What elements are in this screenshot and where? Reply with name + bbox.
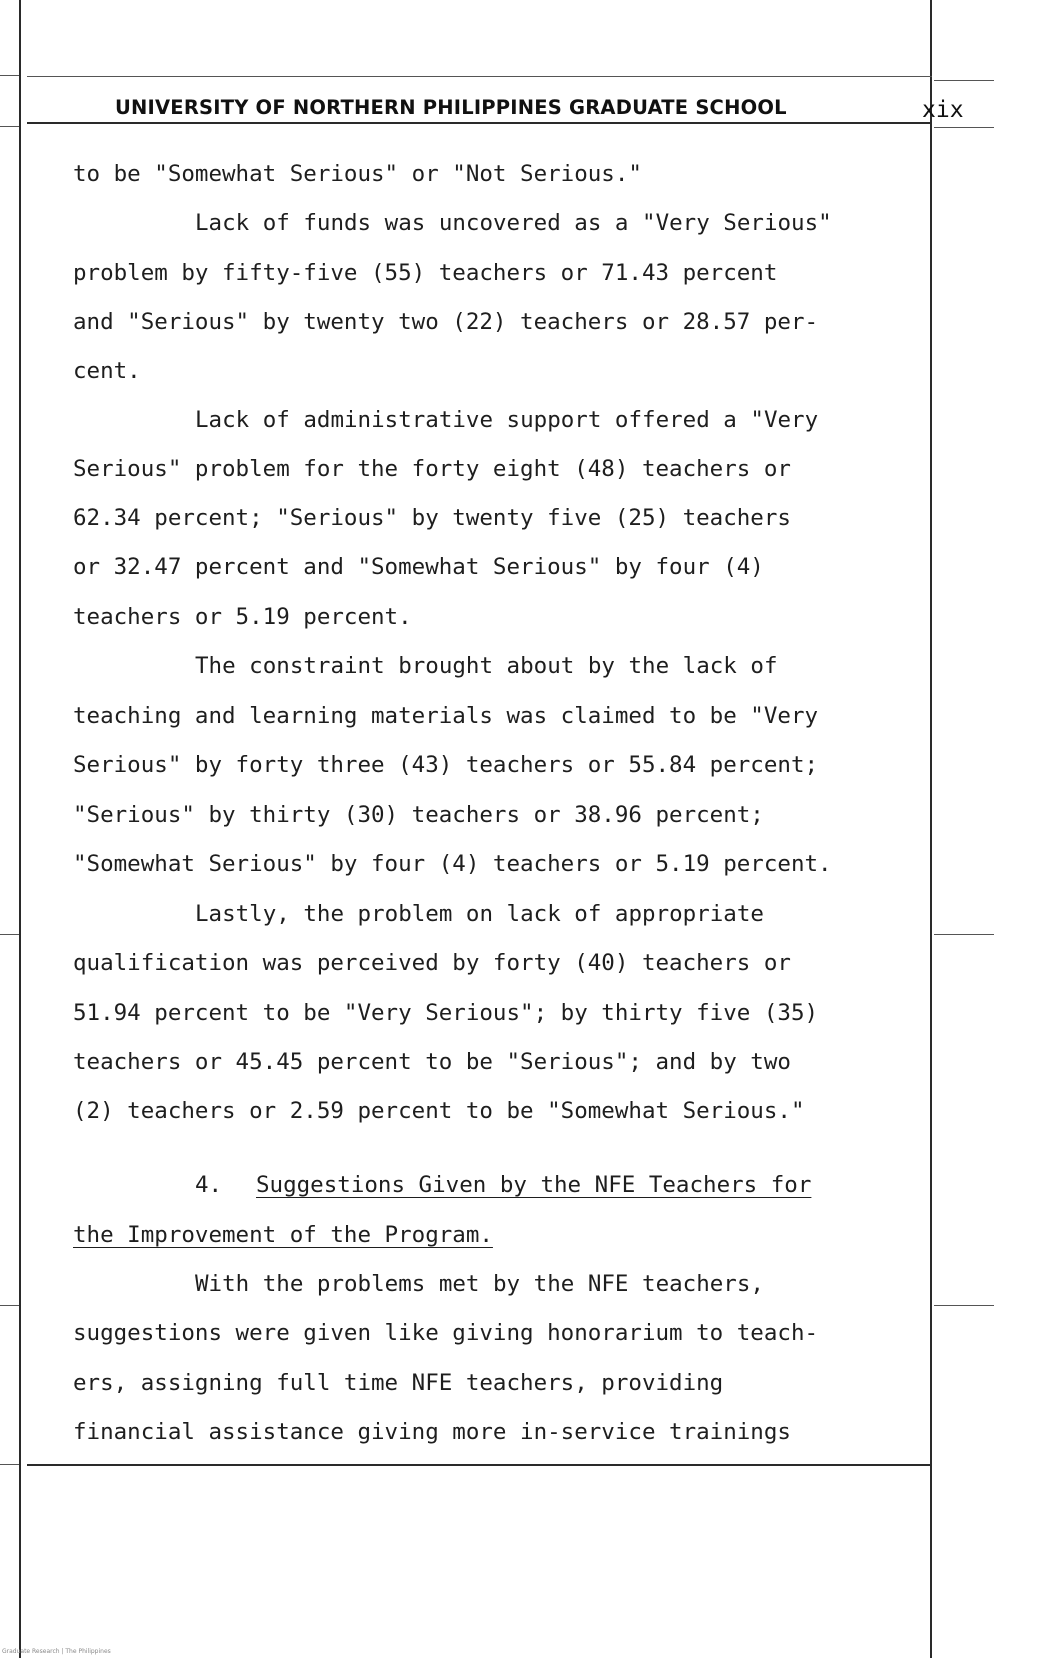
right-tick-rule-3 [934, 934, 994, 935]
body-line: teachers or 5.19 percent. [73, 604, 412, 630]
body-line: Serious" problem for the forty eight (48) teachers or [73, 456, 791, 482]
body-line: to be "Somewhat Serious" or "Not Serious." [73, 161, 642, 187]
body-line: Lack of administrative support offered a "Very [195, 407, 819, 433]
left-tick-rule-5 [0, 1464, 19, 1465]
body-line: Serious" by forty three (43) teachers or 55.84 percent; [73, 752, 819, 778]
body-line: "Somewhat Serious" by four (4) teachers or 5.19 percent. [73, 851, 832, 877]
left-tick-rule-4 [0, 1305, 19, 1306]
body-line: (2) teachers or 2.59 percent to be "Somewhat Serious." [73, 1098, 805, 1124]
body-line: problem by fifty-five (55) teachers or 71.43 percent [73, 260, 778, 286]
body-line: With the problems met by the NFE teachers, [195, 1271, 764, 1297]
body-line: "Serious" by thirty (30) teachers or 38.96 percent; [73, 802, 764, 828]
header-rule [27, 122, 932, 124]
body-line: 62.34 percent; "Serious" by twenty five (25) teachers [73, 505, 791, 531]
body-line: and "Serious" by twenty two (22) teachers or 28.57 per- [73, 309, 819, 335]
body-line: Lack of funds was uncovered as a "Very Serious" [195, 210, 832, 236]
right-tick-rule-4 [934, 1305, 994, 1306]
body-line: teachers or 45.45 percent to be "Serious"; and by two [73, 1049, 791, 1075]
header-top-rule [27, 76, 932, 77]
header-title: UNIVERSITY OF NORTHERN PHILIPPINES GRADUATE SCHOOL [115, 96, 787, 119]
left-tick-rule-3 [0, 934, 19, 935]
right-tick-rule-2 [934, 127, 994, 128]
page-number: xix [922, 97, 964, 123]
body-line: The constraint brought about by the lack of [195, 653, 778, 679]
left-tick-rule-2 [0, 126, 19, 127]
body-line: Lastly, the problem on lack of appropriate [195, 901, 764, 927]
right-tick-rule-1 [934, 80, 994, 81]
left-tick-rule-1 [0, 75, 19, 76]
body-line: or 32.47 percent and "Somewhat Serious" by four (4) [73, 554, 764, 580]
body-line: teaching and learning materials was claimed to be "Very [73, 703, 819, 729]
body-line: financial assistance giving more in-service trainings [73, 1419, 791, 1445]
section-number: 4. [195, 1172, 223, 1198]
body-line: cent. [73, 358, 141, 384]
body-line: suggestions were given like giving honorarium to teach- [73, 1320, 819, 1346]
right-margin-rule [930, 0, 932, 1658]
section-heading-line2: the Improvement of the Program. [73, 1222, 493, 1248]
footer-rule [27, 1464, 932, 1466]
body-line: ers, assigning full time NFE teachers, providing [73, 1370, 724, 1396]
section-heading-line1: Suggestions Given by the NFE Teachers for [256, 1172, 812, 1198]
body-line: 51.94 percent to be "Very Serious"; by thirty five (35) [73, 1000, 819, 1026]
body-line: qualification was perceived by forty (40) teachers or [73, 950, 791, 976]
scan-footer-note: Graduate Research | The Philippines [2, 1648, 111, 1655]
left-margin-rule [19, 0, 21, 1658]
